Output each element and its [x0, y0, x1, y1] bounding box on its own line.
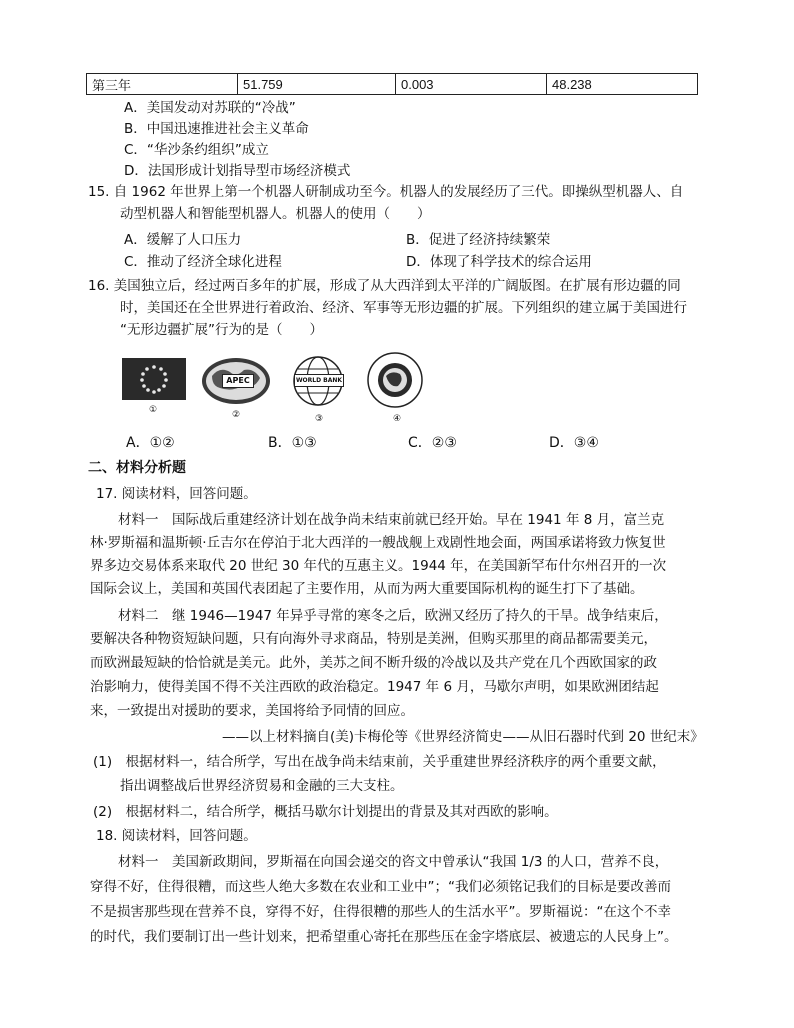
q15-option-c: C．推动了经济全球化进程	[124, 254, 282, 270]
section-heading: 二、材料分析题	[88, 460, 186, 476]
q17-stem: 17. 阅读材料，回答问题。	[96, 486, 257, 502]
logo-caption: ④	[393, 414, 402, 424]
q17-part1-cont: 指出调整战后世界经济贸易和金融的三大支柱。	[120, 778, 404, 794]
q16-stem-cont2: “无形边疆扩展”行为的是（ ）	[120, 322, 323, 338]
q14-option-b: B．中国迅速推进社会主义革命	[124, 121, 309, 137]
logo-caption: ①	[149, 405, 158, 415]
table-cell: 第三年	[87, 74, 238, 95]
table-cell: 48.238	[547, 74, 698, 95]
logo-caption: ③	[315, 414, 324, 424]
q15-stem-cont: 动型机器人和智能型机器人。机器人的使用（ ）	[120, 206, 431, 222]
q17-part1: (1) 根据材料一，结合所学，写出在战争尚未结束前，关乎重建世界经济秩序的两个重要文献，	[93, 754, 666, 770]
logo-caption: ②	[232, 410, 241, 420]
q17-material2-line: 材料二 继 1946—1947 年异乎寻常的寒冬之后，欧洲又经历了持久的干旱。战争结束后，	[118, 608, 668, 624]
q15-option-b: B．促进了经济持续繁荣	[406, 232, 551, 248]
q17-material1-line: 材料一 国际战后重建经济计划在战争尚未结束前就已经开始。早在 1941 年 8 月，富兰克	[118, 512, 665, 528]
data-table	[86, 73, 698, 95]
q18-material1-line: 的时代，我们要制订出一些计划来，把希望重心寄托在那些压在金字塔底层、被遗忘的人民身上”。	[90, 929, 678, 945]
q18-material1-line: 不是损害那些现在营养不良，穿得不好，住得很糟的那些人的生活水平”。罗斯福说：“在这个不幸	[90, 904, 671, 920]
eu-flag-icon	[122, 358, 186, 400]
q14-option-a: A．美国发动对苏联的“冷战”	[124, 100, 296, 116]
world-bank-globe-icon	[288, 352, 348, 410]
table-row	[87, 74, 698, 95]
q17-source: ——以上材料摘自(美)卡梅伦等《世界经济简史——从旧石器时代到 20 世纪末》	[222, 729, 704, 745]
table-cell: 0.003	[396, 74, 547, 95]
q16-stem-cont: 时，美国还在全世界进行着政治、经济、军事等无形边疆的扩展。下列组织的建立属于美国进行	[120, 300, 687, 316]
q17-material2-line: 而欧洲最短缺的恰恰就是美元。此外，美苏之间不断升级的冷战以及共产党在几个西欧国家的政	[90, 655, 657, 671]
q16-stem: 16. 美国独立后，经过两百多年的扩展，形成了从大西洋到太平洋的广阔版图。在扩展有形边疆的同	[88, 278, 681, 294]
q14-option-c: C．“华沙条约组织”成立	[124, 142, 269, 158]
apec-logo-text: APEC	[222, 374, 254, 388]
q16-option-d: D．③④	[549, 435, 599, 451]
q17-material2-line: 要解决各种物资短缺问题，只有向海外寻求商品，特别是美洲，但购买那里的商品都需要美元，	[90, 631, 657, 647]
q16-option-c: C．②③	[408, 435, 457, 451]
q15-option-d: D．体现了科学技术的综合运用	[406, 254, 592, 270]
q18-material1-line: 穿得不好，住得很糟，而这些人绝大多数在农业和工业中”；“我们必须铭记我们的目标是要改善而	[90, 879, 671, 895]
q16-option-b: B．①③	[268, 435, 317, 451]
q16-option-a: A．①②	[126, 435, 175, 451]
q15-stem: 15. 自 1962 年世界上第一个机器人研制成功至今。机器人的发展经历了三代。即操纵型机器人、自	[88, 184, 684, 200]
world-bank-logo-text: WORLD BANK	[294, 374, 344, 387]
table-cell: 51.759	[238, 74, 396, 95]
q18-stem: 18. 阅读材料，回答问题。	[96, 828, 257, 844]
q18-material1-line: 材料一 美国新政期间，罗斯福在向国会递交的咨文中曾承认“我国 1/3 的人口，营养不良，	[118, 854, 669, 870]
q17-material2-line: 治影响力，使得美国不得不关注西欧的政治稳定。1947 年 6 月，马歇尔声明，如果欧洲团结起	[90, 679, 659, 695]
q15-option-a: A．缓解了人口压力	[124, 232, 242, 248]
apec-globe-icon	[200, 356, 272, 406]
imf-seal-icon	[366, 350, 424, 410]
q14-option-d: D．法国形成计划指导型市场经济模式	[124, 163, 351, 179]
q17-part2: (2) 根据材料二，结合所学，概括马歇尔计划提出的背景及其对西欧的影响。	[93, 804, 558, 820]
q17-material2-line: 来，一致提出对援助的要求，美国将给予同情的回应。	[90, 703, 414, 719]
q17-material1-line: 国际会议上，美国和英国代表团起了主要作用，从而为两大重要国际机构的诞生打下了基础。	[90, 581, 644, 597]
q17-material1-line: 林·罗斯福和温斯顿·丘吉尔在停泊于北大西洋的一艘战舰上戏剧性地会面，两国承诺将致力恢复世	[90, 535, 666, 551]
q17-material1-line: 界多边交易体系来取代 20 世纪 30 年代的互惠主义。1944 年，在美国新罕布什尔州召开的一次	[90, 558, 667, 574]
